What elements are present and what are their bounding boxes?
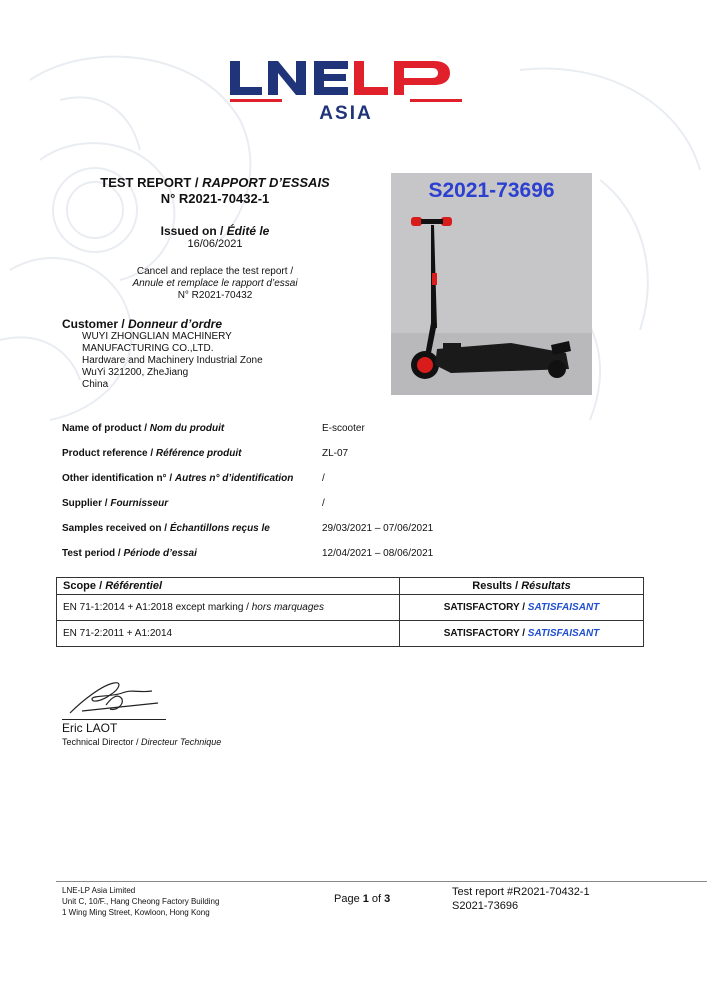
result-cell bbox=[400, 595, 644, 621]
customer-block bbox=[62, 317, 263, 391]
scope-header-fr: Référentiel bbox=[105, 580, 163, 592]
scope-text-fr: hors marquages bbox=[251, 602, 324, 613]
result-text-fr: SATISFAISANT bbox=[527, 628, 600, 639]
signatory-title-en: Technical Director / bbox=[62, 737, 142, 747]
customer-line: WuYi 321200, ZheJiang bbox=[82, 367, 189, 378]
info-key-en: Test period / bbox=[62, 548, 124, 559]
info-key-en: Samples received on / bbox=[62, 523, 170, 534]
table-row bbox=[57, 621, 644, 647]
scope-cell bbox=[57, 595, 400, 621]
scope-header bbox=[57, 578, 400, 595]
footer-references bbox=[452, 885, 590, 913]
customer-line: Hardware and Machinery Industrial Zone bbox=[82, 355, 263, 366]
footer-address-line: 1 Wing Ming Street, Kowloon, Hong Kong bbox=[62, 908, 210, 917]
issued-block bbox=[40, 225, 390, 251]
page-prefix: Page bbox=[334, 893, 363, 905]
table-row bbox=[57, 595, 644, 621]
customer-line: MANUFACTURING CO.,LTD. bbox=[82, 343, 214, 354]
results-header bbox=[400, 578, 644, 595]
results-header-row bbox=[57, 578, 644, 595]
info-key-fr: Échantillons reçus le bbox=[169, 523, 270, 534]
info-key-fr: Fournisseur bbox=[110, 498, 169, 509]
customer-line: WUYI ZHONGLIAN MACHINERY bbox=[82, 331, 232, 342]
customer-label-fr: Donneur d’ordre bbox=[128, 317, 223, 331]
info-row-product-reference bbox=[62, 448, 622, 462]
info-key-fr: Autres n° d’identification bbox=[174, 473, 294, 484]
report-title-fr: RAPPORT D’ESSAIS bbox=[202, 175, 330, 190]
info-value: ZL-07 bbox=[322, 448, 349, 459]
footer-address bbox=[62, 885, 219, 918]
customer-label-en: Customer / bbox=[62, 317, 129, 331]
issued-label-en: Issued on / bbox=[160, 224, 227, 238]
footer-divider bbox=[56, 881, 707, 882]
scope-cell bbox=[57, 621, 400, 647]
info-value: 29/03/2021 – 07/06/2021 bbox=[322, 523, 434, 534]
footer-report-ref: Test report #R2021-70432-1 bbox=[452, 886, 590, 898]
footer-address-line: Unit C, 10/F., Hang Cheong Factory Building bbox=[62, 897, 220, 906]
page-of: of bbox=[368, 893, 385, 905]
photo-sample-label: S2021-73696 bbox=[428, 179, 555, 202]
report-number: N° R2021-70432-1 bbox=[160, 191, 270, 206]
info-key-fr: Référence produit bbox=[155, 448, 242, 459]
handwritten-signature bbox=[62, 675, 166, 721]
scope-header-en: Scope / bbox=[63, 580, 106, 592]
replace-notice bbox=[40, 266, 390, 302]
info-key-en: Product reference / bbox=[62, 448, 156, 459]
product-photo bbox=[391, 173, 592, 395]
info-key-en: Other identification n° / bbox=[62, 473, 175, 484]
results-table bbox=[56, 577, 644, 647]
result-text-en: SATISFACTORY / bbox=[443, 628, 528, 639]
signatory-title-fr: Directeur Technique bbox=[141, 737, 222, 747]
info-row-product-name bbox=[62, 423, 622, 437]
issued-label-fr: Édité le bbox=[226, 224, 270, 238]
info-value: 12/04/2021 – 08/06/2021 bbox=[322, 548, 434, 559]
report-title-en: TEST REPORT / bbox=[100, 175, 203, 190]
scooter-illustration bbox=[391, 173, 592, 395]
info-key-en: Supplier / bbox=[62, 498, 111, 509]
results-header-fr: Résultats bbox=[521, 580, 571, 592]
replace-line-3: N° R2021-70432 bbox=[177, 290, 253, 301]
info-row-other-identification bbox=[62, 473, 622, 487]
lne-lp-asia-logo bbox=[224, 55, 468, 125]
svg-text:ASIA: ASIA bbox=[319, 103, 373, 124]
page-current: 1 bbox=[362, 893, 369, 905]
replace-line-2: Annule et remplace le rapport d’essai bbox=[132, 278, 298, 289]
result-text-fr: SATISFAISANT bbox=[527, 602, 600, 613]
results-header-en: Results / bbox=[472, 580, 522, 592]
issued-date: 16/06/2021 bbox=[187, 238, 243, 250]
signatory-name: Eric LAOT bbox=[62, 721, 118, 735]
page-total: 3 bbox=[384, 893, 391, 905]
info-value: E-scooter bbox=[322, 423, 365, 434]
info-row-samples-received bbox=[62, 523, 622, 537]
info-key-fr: Période d’essai bbox=[123, 548, 197, 559]
page-number bbox=[334, 893, 390, 905]
result-cell bbox=[400, 621, 644, 647]
footer-company: LNE-LP Asia Limited bbox=[62, 886, 136, 895]
scope-text: EN 71-1:2014 + A1:2018 except marking / bbox=[63, 602, 252, 613]
footer-sample-ref: S2021-73696 bbox=[452, 900, 519, 912]
info-key-fr: Nom du produit bbox=[149, 423, 225, 434]
info-row-supplier bbox=[62, 498, 622, 512]
signatory-title bbox=[62, 737, 221, 747]
report-title bbox=[40, 175, 390, 207]
signature-line bbox=[62, 719, 166, 720]
info-value: / bbox=[322, 498, 325, 509]
replace-line-1: Cancel and replace the test report / bbox=[136, 266, 294, 277]
customer-line: China bbox=[82, 379, 109, 390]
scope-text: EN 71-2:2011 + A1:2014 bbox=[63, 628, 173, 639]
info-key-en: Name of product / bbox=[62, 423, 150, 434]
info-row-test-period bbox=[62, 548, 622, 562]
result-text-en: SATISFACTORY / bbox=[443, 602, 528, 613]
info-value: / bbox=[322, 473, 325, 484]
